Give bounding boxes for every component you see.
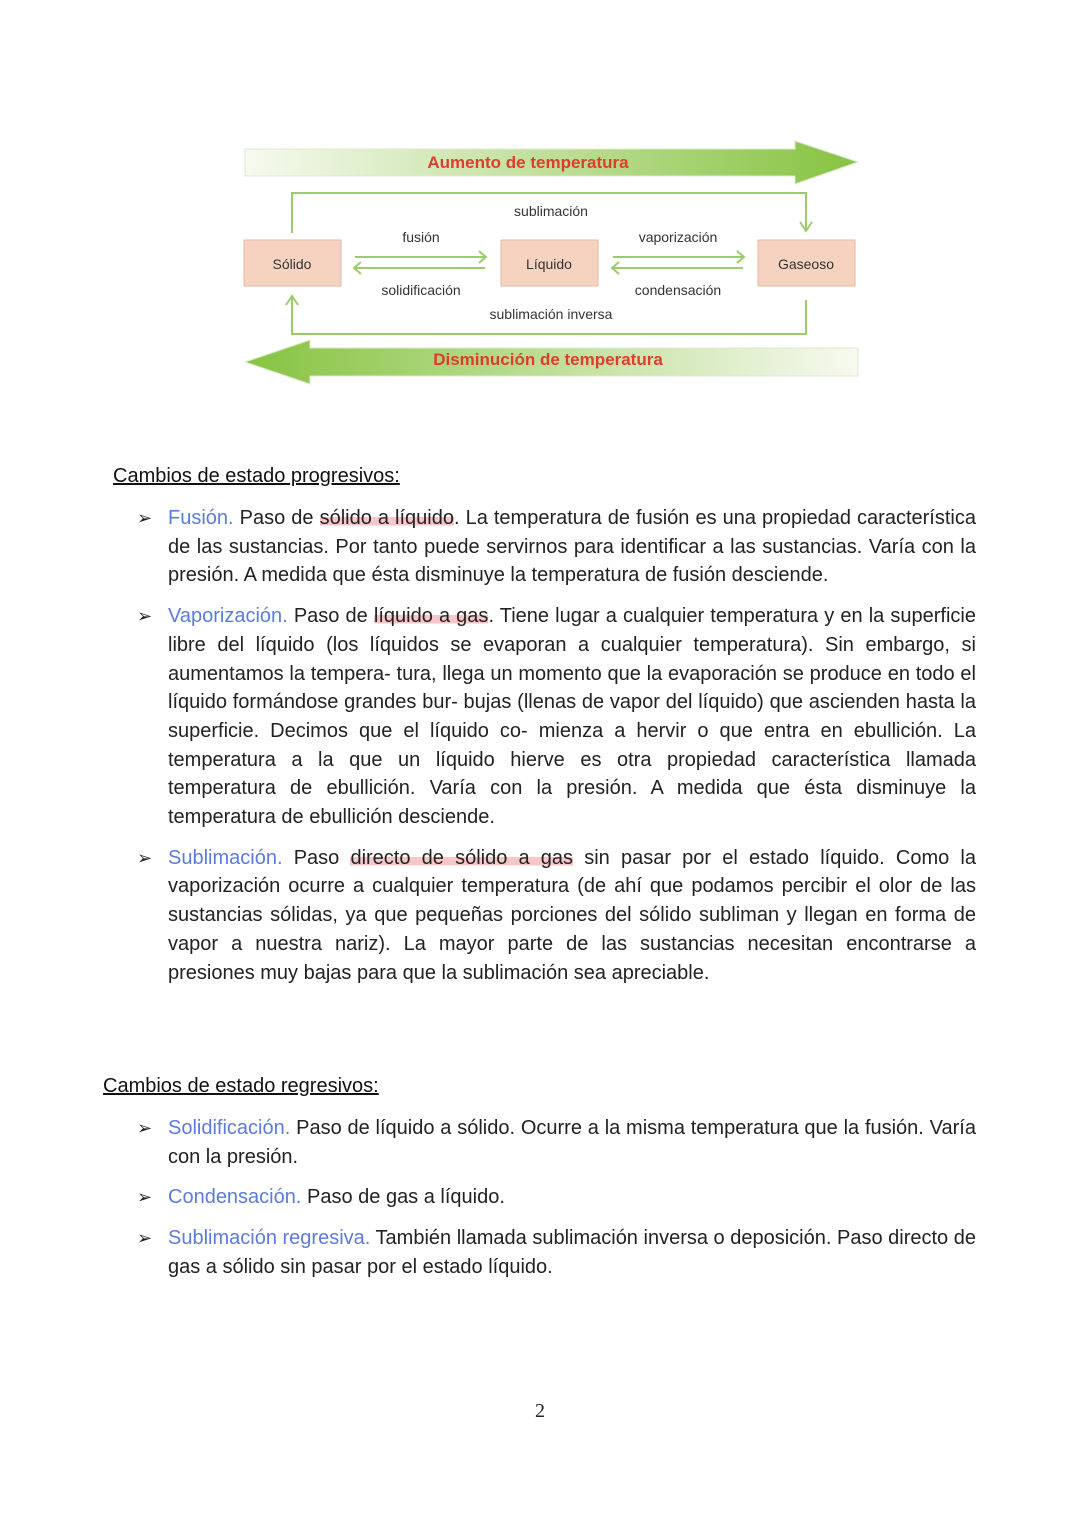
body-text: . Tiene lugar a cualquier temperatura y en la superficie libre del líquido (los líquidos se evaporan a cualquier temperatura). Sin embargo, si aumentamos la tempera- tura, llega un momento que la evaporación se produce en todo el líquido formándose grandes bur- bujas (llenas de vapor del líquido) que ascienden hasta la superficie. Decimos que el líquido co- mienza a hervir o que entra en ebullición. La temperatura a la que un líquido hierve es otra propiedad característica llamada temperatura de ebullición. Varía con la presión. A medida que ésta disminuye la temperatura de ebullición desciende. bbox=[168, 605, 976, 829]
state-gas: Gaseoso bbox=[777, 256, 835, 272]
label-sublimation: sublimación bbox=[514, 203, 588, 219]
list-item bbox=[137, 602, 976, 832]
label-condensation: condensación bbox=[634, 282, 722, 298]
term-label: Vaporización. bbox=[168, 605, 288, 628]
label-fusion: fusión bbox=[402, 229, 440, 245]
regressive-changes-heading: Cambios de estado regresivos: bbox=[103, 1075, 379, 1097]
decrease-temperature-arrow bbox=[245, 340, 858, 384]
term-label: Condensación. bbox=[168, 1186, 302, 1209]
body-text: También llamada sublimación inversa o deposición. Paso directo de gas a sólido sin pasar por el estado líquido. bbox=[168, 1227, 976, 1278]
highlighted-text: directo de sólido a gas bbox=[350, 846, 574, 869]
increase-temperature-label: Aumento de temperatura bbox=[427, 153, 629, 172]
decrease-temperature-label: Disminución de temperatura bbox=[433, 350, 663, 369]
arrow-bullet-icon: ➢ bbox=[137, 606, 153, 627]
body-text: Paso de líquido a sólido. Ocurre a la misma temperatura que la fusión. Varía con la presión. bbox=[168, 1117, 976, 1168]
increase-temperature-arrow bbox=[245, 141, 858, 184]
progressive-changes-heading: Cambios de estado progresivos: bbox=[113, 465, 400, 487]
arrow-bullet-icon: ➢ bbox=[137, 1228, 153, 1249]
list-item bbox=[137, 1224, 976, 1281]
list-item bbox=[137, 1114, 976, 1171]
body-text: Paso bbox=[282, 846, 351, 869]
body-text: . La temperatura de fusión es una propiedad característica de las sustancias. Por tanto puede servirnos para identificar a las sustancias. Varía con la presión. A medida que ésta disminuye la temperatura de fusión desciende. bbox=[168, 507, 976, 587]
term-label: Sublimación. bbox=[168, 846, 283, 869]
list-item bbox=[137, 504, 976, 590]
term-label: Solidificación. bbox=[168, 1117, 291, 1139]
states-of-matter-diagram bbox=[220, 135, 870, 390]
body-text: Paso de bbox=[233, 507, 320, 529]
highlighted-text: líquido a gas bbox=[373, 605, 489, 628]
list-item bbox=[137, 1183, 976, 1212]
label-solidification: solidificación bbox=[381, 282, 461, 298]
arrow-bullet-icon: ➢ bbox=[137, 1187, 153, 1208]
list-item bbox=[137, 844, 976, 988]
state-solid: Sólido bbox=[272, 256, 312, 272]
regressive-changes-list bbox=[137, 1114, 976, 1294]
body-text: Paso de bbox=[287, 605, 374, 628]
state-liquid: Líquido bbox=[526, 256, 572, 272]
progressive-changes-list bbox=[137, 504, 976, 999]
arrow-bullet-icon: ➢ bbox=[137, 1118, 153, 1138]
body-text: sin pasar por el estado líquido. Como la vaporización ocurre a cualquier temperatura (de ahí que podamos percibir el olor de las sustancias sólidas, ya que pequeñas porciones del sólido subliman y llegan en forma de vapor a nuestra nariz). La mayor parte de las sustancias necesitan encontrarse a presiones muy bajas para que la sublimación sea apreciable. bbox=[168, 846, 976, 984]
term-label: Sublimación regresiva. bbox=[168, 1227, 371, 1250]
arrow-bullet-icon: ➢ bbox=[137, 847, 153, 868]
label-reverse-sublimation: sublimación inversa bbox=[489, 306, 613, 322]
label-vaporization: vaporización bbox=[638, 229, 718, 245]
page-number: 2 bbox=[535, 1400, 545, 1422]
term-label: Fusión. bbox=[168, 507, 234, 529]
highlighted-text: sólido a líquido bbox=[319, 507, 454, 529]
body-text: Paso de gas a líquido. bbox=[301, 1186, 505, 1209]
arrow-bullet-icon: ➢ bbox=[137, 508, 153, 528]
